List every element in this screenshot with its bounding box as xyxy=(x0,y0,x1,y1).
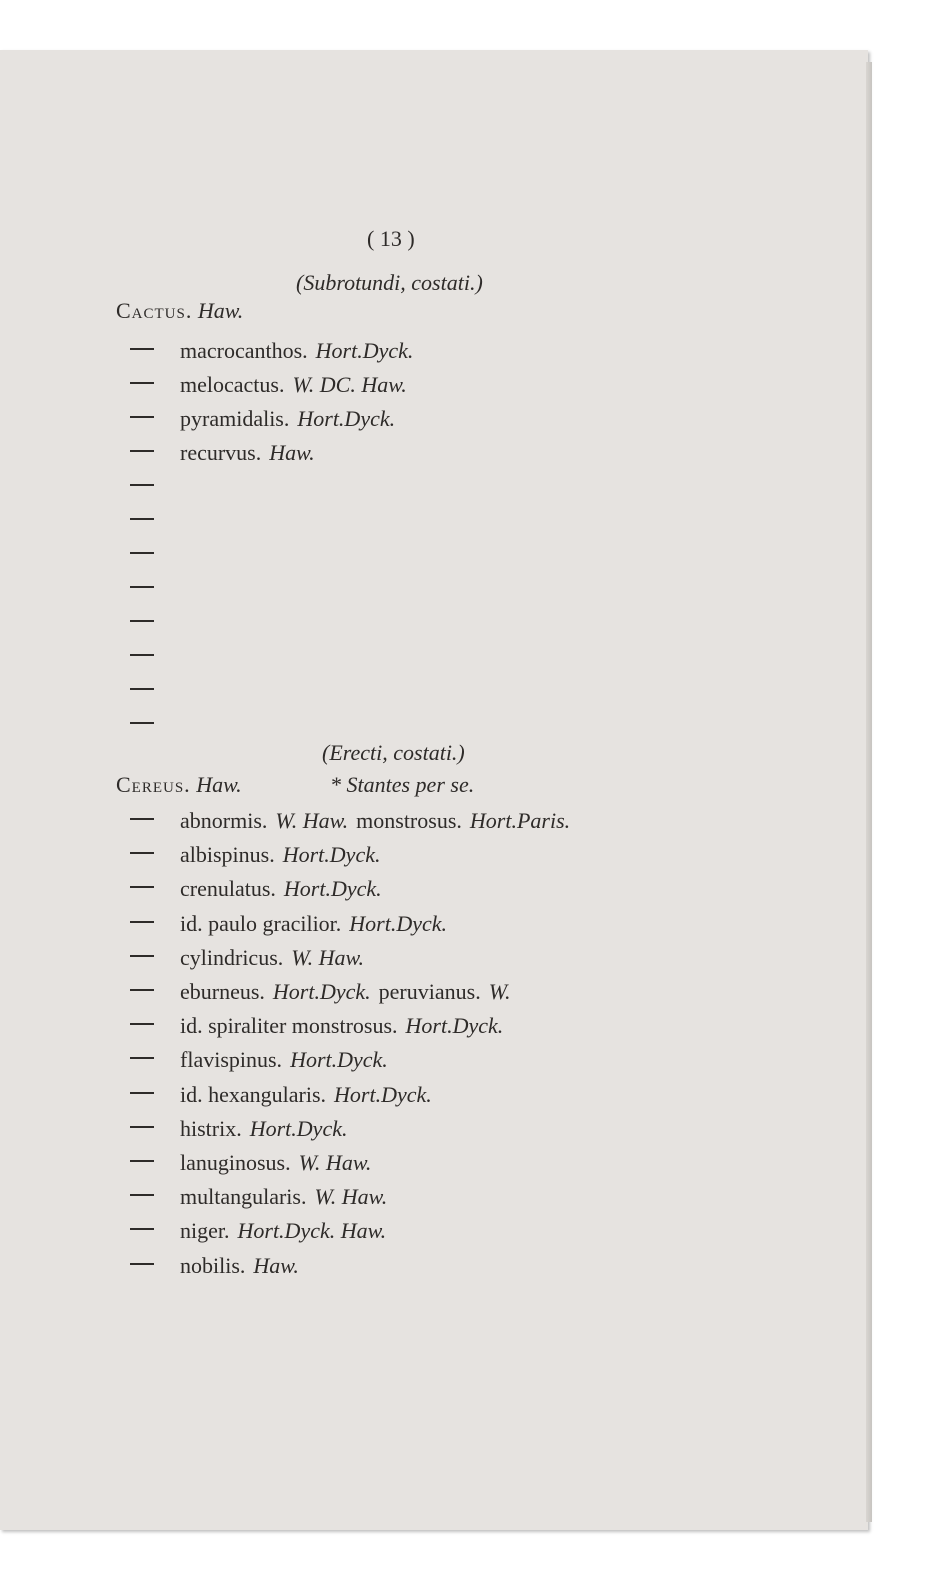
species-name: cylindricus. xyxy=(180,945,284,970)
page-edge xyxy=(866,62,872,1522)
dash-mark xyxy=(130,1160,154,1162)
blank-dash xyxy=(130,484,154,486)
dash-mark xyxy=(130,1126,154,1128)
authority: W. DC. Haw. xyxy=(292,372,407,397)
authority: Hort.Dyck. xyxy=(272,979,371,1004)
authority: Hort.Dyck. xyxy=(297,406,396,431)
authority: Hort.Dyck. xyxy=(315,338,414,363)
entry xyxy=(180,844,388,866)
species-name: abnormis. xyxy=(180,808,268,833)
authority: Haw. xyxy=(269,440,315,465)
entry xyxy=(180,340,421,362)
entry xyxy=(180,1220,394,1242)
genus-author: Haw. xyxy=(197,298,244,323)
blank-dash xyxy=(130,552,154,554)
authority: Hort.Dyck. xyxy=(349,911,448,936)
dash-mark xyxy=(130,1057,154,1059)
authority: Hort.Dyck. xyxy=(283,876,382,901)
synonym-authority: Hort.Paris. xyxy=(469,808,571,833)
entry xyxy=(180,1049,396,1071)
blank-dash xyxy=(130,722,154,724)
blank-dash xyxy=(130,518,154,520)
dash-mark xyxy=(130,1263,154,1265)
entry xyxy=(180,913,455,935)
genus-cactus xyxy=(116,300,243,322)
page-number: ( 13 ) xyxy=(367,226,415,251)
authority: Hort.Dyck. xyxy=(334,1082,432,1107)
dash-mark xyxy=(130,886,154,888)
subheading: * Stantes per se. xyxy=(330,772,475,797)
authority: Hort.Dyck. Haw. xyxy=(237,1218,387,1243)
dash-mark xyxy=(130,1194,154,1196)
entry xyxy=(180,1118,355,1140)
species-name: pyramidalis. xyxy=(180,406,290,431)
species-name: recurvus. xyxy=(180,440,262,465)
entry xyxy=(180,981,519,1003)
species-name: id. spiraliter monstrosus. xyxy=(180,1013,398,1038)
dash-mark xyxy=(130,921,154,923)
dash-mark xyxy=(130,955,154,957)
authority: Hort.Dyck. xyxy=(405,1013,504,1038)
genus-author: Haw. xyxy=(196,772,242,797)
authority: W. Haw. xyxy=(298,1150,372,1175)
authority: Hort.Dyck. xyxy=(290,1047,388,1072)
species-name: albispinus. xyxy=(180,842,275,867)
genus-name: Cactus. xyxy=(116,298,193,323)
entry xyxy=(180,1152,379,1174)
species-name: nobilis. xyxy=(180,1253,246,1278)
dash-mark xyxy=(130,450,154,452)
section1-heading: (Subrotundi, costati.) xyxy=(296,270,483,295)
dash-mark xyxy=(130,818,154,820)
species-name: multangularis. xyxy=(180,1184,307,1209)
authority: W. Haw. xyxy=(314,1184,388,1209)
species-name: macrocanthos. xyxy=(180,338,308,363)
genus-name: Cereus. xyxy=(116,772,191,797)
blank-dash xyxy=(130,586,154,588)
dash-mark xyxy=(130,1092,154,1094)
authority: Haw. xyxy=(253,1253,299,1278)
entry xyxy=(180,1084,440,1106)
entry xyxy=(180,810,578,832)
blank-dash xyxy=(130,654,154,656)
species-name: niger. xyxy=(180,1218,230,1243)
species-name: flavispinus. xyxy=(180,1047,283,1072)
authority: W. Haw. xyxy=(275,808,349,833)
blank-dash xyxy=(130,620,154,622)
authority: Hort.Dyck. xyxy=(249,1116,348,1141)
entry xyxy=(180,1255,307,1277)
entry xyxy=(180,374,415,396)
dash-mark xyxy=(130,348,154,350)
synonym-name: monstrosus. xyxy=(356,808,462,833)
dash-mark xyxy=(130,416,154,418)
entry xyxy=(180,1186,395,1208)
dash-mark xyxy=(130,1228,154,1230)
blank-dash xyxy=(130,688,154,690)
dash-mark xyxy=(130,852,154,854)
entry xyxy=(180,878,390,900)
dash-mark xyxy=(130,1023,154,1025)
species-name: id. paulo gracilior. xyxy=(180,911,342,936)
species-name: melocactus. xyxy=(180,372,285,397)
species-name: crenulatus. xyxy=(180,876,276,901)
dash-mark xyxy=(130,382,154,384)
synonym-authority: W. xyxy=(488,979,511,1004)
entry xyxy=(180,947,372,969)
entry xyxy=(180,442,323,464)
entry xyxy=(180,1015,511,1037)
species-name: id. hexangularis. xyxy=(180,1082,327,1107)
synonym-name: peruvianus. xyxy=(378,979,481,1004)
dash-mark xyxy=(130,989,154,991)
species-name: lanuginosus. xyxy=(180,1150,291,1175)
section2-heading: (Erecti, costati.) xyxy=(322,740,465,765)
authority: Hort.Dyck. xyxy=(282,842,381,867)
authority: W. Haw. xyxy=(291,945,365,970)
entry xyxy=(180,408,403,430)
species-name: histrix. xyxy=(180,1116,242,1141)
species-name: eburneus. xyxy=(180,979,265,1004)
genus-cereus xyxy=(116,774,242,796)
